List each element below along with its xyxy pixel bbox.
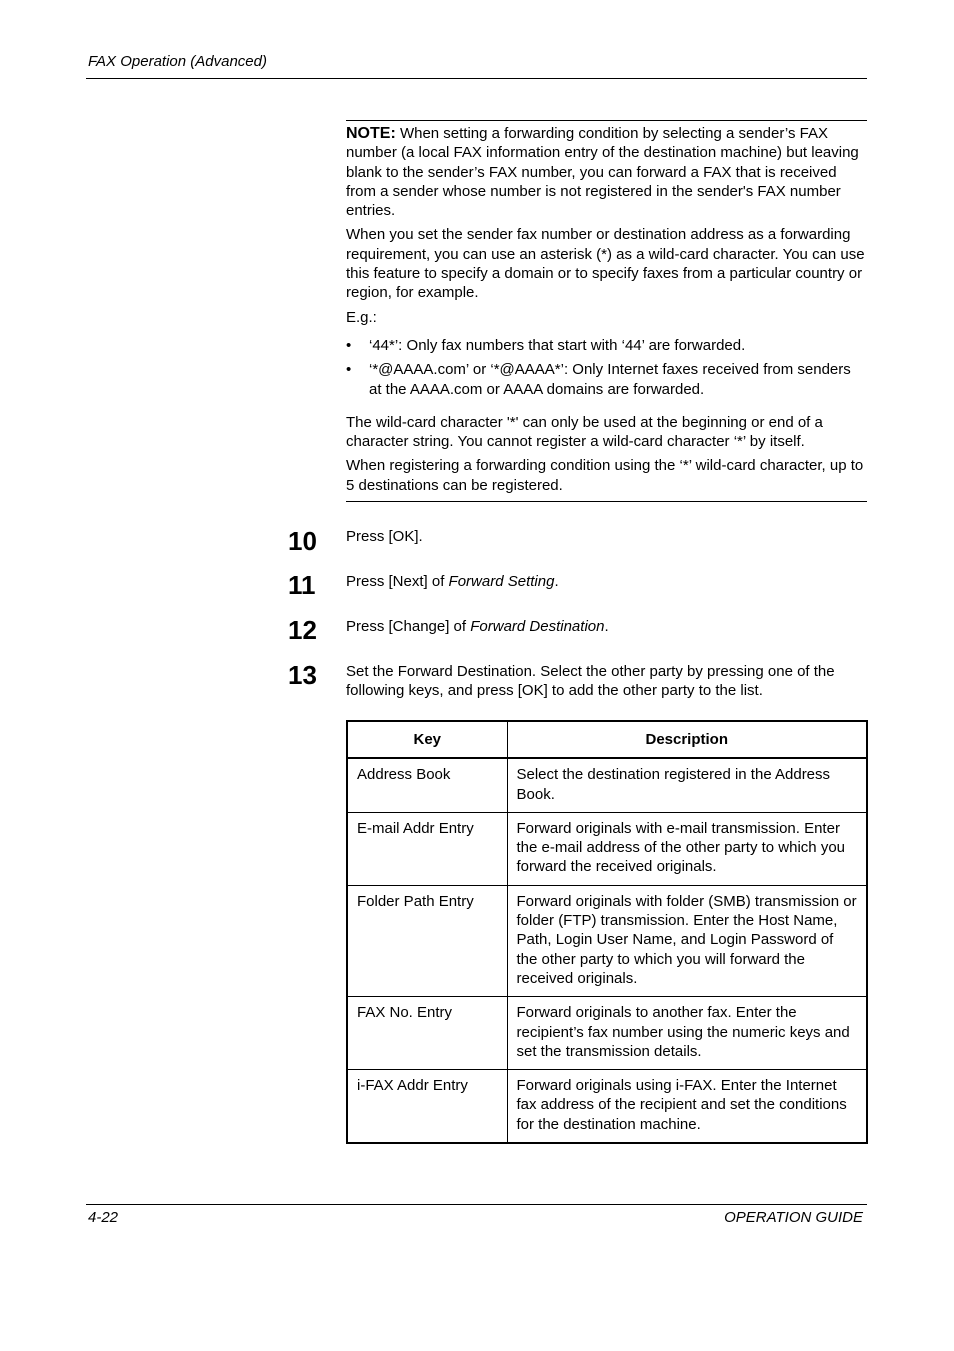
column-header-description: Description: [507, 721, 867, 758]
key-cell: Address Book: [347, 758, 507, 812]
step-text-plain: Press [Next] of: [346, 573, 449, 590]
wildcard-rule-paragraph: The wild-card character '*' can only be used at the beginning or end of a character string. You cannot register a wild-card character ‘*’ by itself.: [346, 413, 823, 451]
table-row: [347, 812, 867, 885]
step-number: 10: [288, 526, 317, 556]
forward-keys-table: [346, 720, 868, 1144]
step-number: 13: [288, 660, 317, 690]
description-cell: Forward originals using i-FAX. Enter the Internet fax address of the recipient and set the conditions for the destination machine.: [507, 1070, 867, 1143]
key-cell: Folder Path Entry: [347, 885, 507, 996]
note-text: When setting a forwarding condition by selecting a sender’s FAX number (a local FAX information entry of the destination machine) but leaving blank to the sender’s FAX number, you can forward a FAX that is received from a sender whose number is not registered in the sender's FAX number entries.: [346, 125, 859, 220]
wildcard-paragraph: When you set the sender fax number or destination address as a forwarding requirement, you can use an asterisk (*) as a wild-card character. You can use this feature to specify a domain or to specify faxes from a particular country or region, for example.: [346, 226, 865, 302]
table-row: [347, 1070, 867, 1143]
step-text-plain: .: [554, 573, 559, 590]
list-item-text: ‘*@AAAA.com’ or ‘*@AAAA*’: Only Internet faxes received from senders at the AAAA.com or AAAA domains are forwarded.: [369, 361, 851, 398]
key-cell: E-mail Addr Entry: [347, 812, 507, 885]
key-cell: i-FAX Addr Entry: [347, 1070, 507, 1143]
description-cell: Forward originals with folder (SMB) transmission or folder (FTP) transmission. Enter the Host Name, Path, Login User Name, and Login Password of the other party to which you will forward the received originals.: [507, 885, 867, 996]
note-box: [346, 120, 867, 502]
list-item: [346, 360, 867, 399]
step-text-emphasis: Forward Destination: [470, 618, 605, 635]
step-number: 11: [288, 570, 316, 600]
description-cell: Forward originals with e-mail transmission. Enter the e-mail address of the other party to which you forward the received originals.: [507, 812, 867, 885]
step-text-plain: .: [604, 618, 609, 635]
note-label: NOTE:: [346, 125, 396, 142]
footer-divider: [86, 1204, 867, 1205]
table-row: [347, 997, 867, 1070]
destination-limit-paragraph: When registering a forwarding condition using the ‘*’ wild-card character, up to 5 destinations can be registered.: [346, 457, 864, 494]
list-item-text: ‘44*’: Only fax numbers that start with ‘44’ are forwarded.: [369, 336, 746, 354]
header-divider: [86, 78, 867, 79]
step-text: [346, 662, 867, 701]
table-row: [347, 758, 867, 812]
step-text-emphasis: Forward Setting: [448, 573, 555, 590]
bullet-icon: •: [346, 336, 352, 354]
example-list: [346, 336, 867, 399]
step-number: 12: [288, 615, 317, 645]
page-number: 4-22: [88, 1209, 119, 1226]
step-text-plain: Set the Forward Destination. Select the other party by pressing one of the following keys, and press [OK] to add the other party to the list.: [346, 663, 835, 700]
step-text-plain: Press [OK].: [346, 528, 423, 545]
list-item: [346, 336, 867, 355]
note-paragraph: [346, 124, 867, 220]
bullet-icon: •: [346, 361, 352, 379]
eg-label: E.g.:: [346, 308, 377, 326]
step-text-plain: Press [Change] of: [346, 618, 471, 635]
key-cell: FAX No. Entry: [347, 997, 507, 1070]
column-header-key: Key: [347, 721, 507, 758]
description-cell: Select the destination registered in the Address Book.: [507, 758, 867, 812]
table-row: [347, 885, 867, 996]
step-text: [346, 527, 867, 546]
table-header-row: [347, 721, 867, 758]
description-cell: Forward originals to another fax. Enter the recipient’s fax number using the numeric keys and set the transmission details.: [507, 997, 867, 1070]
step-text: [346, 617, 867, 636]
running-header: FAX Operation (Advanced): [88, 53, 267, 70]
step-text: [346, 572, 867, 591]
guide-title: OPERATION GUIDE: [724, 1209, 863, 1226]
